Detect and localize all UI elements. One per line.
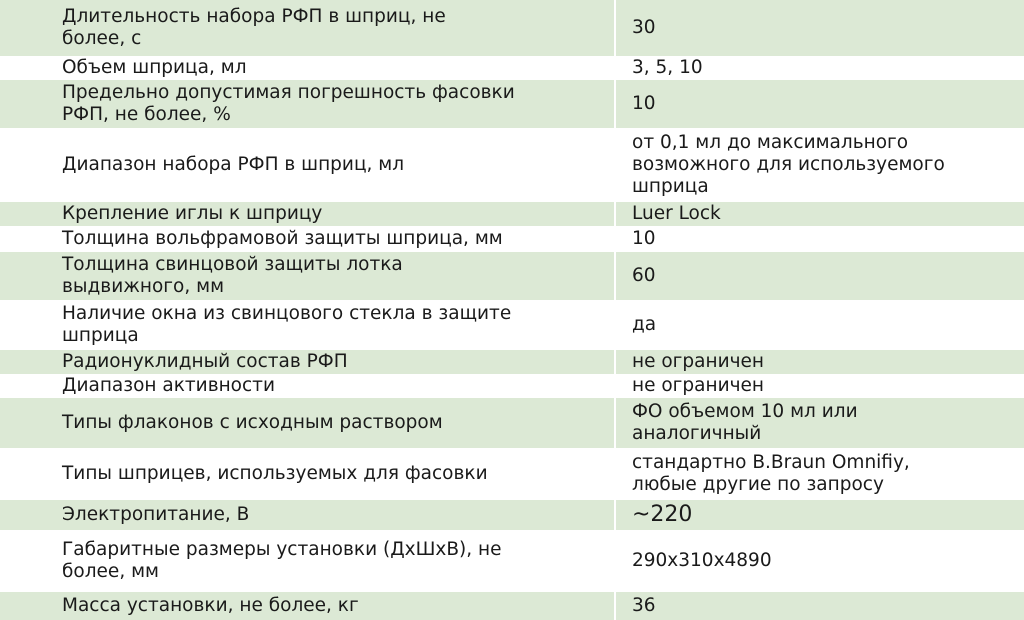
param-value: Luer Lock xyxy=(632,203,721,224)
param-label: Диапазон набора РФП в шприц, мл xyxy=(62,154,405,175)
table-row xyxy=(0,226,1024,252)
param-label: Габаритные размеры установки (ДхШхВ), не более, мм xyxy=(62,539,502,582)
param-value: 36 xyxy=(632,595,656,616)
table-row xyxy=(0,350,1024,374)
table-row xyxy=(0,252,1024,300)
param-value: 290х310х4890 xyxy=(632,550,772,571)
param-label: Электропитание, В xyxy=(62,504,250,525)
param-value: 10 xyxy=(632,228,656,249)
param-value: от 0,1 мл до максимального возможного для используемого шприца xyxy=(632,132,945,197)
param-value: 3, 5, 10 xyxy=(632,57,703,78)
table-row xyxy=(0,202,1024,226)
param-value: да xyxy=(632,314,657,335)
param-label: Объем шприца, мл xyxy=(62,57,247,78)
table-row xyxy=(0,398,1024,448)
table-row xyxy=(0,80,1024,128)
param-value: 30 xyxy=(632,17,656,38)
param-value: не ограничен xyxy=(632,375,765,396)
table-row xyxy=(0,128,1024,202)
param-label: Масса установки, не более, кг xyxy=(62,595,359,616)
param-label: Типы флаконов с исходным раствором xyxy=(62,412,443,433)
param-label: Предельно допустимая погрешность фасовки РФП, не более, % xyxy=(62,82,515,125)
param-value: 60 xyxy=(632,265,656,286)
param-value: стандартно B.Braun Omnifiy, любые другие по запросу xyxy=(632,452,910,495)
param-value: 10 xyxy=(632,93,656,114)
param-label: Крепление иглы к шприцу xyxy=(62,203,323,224)
table-row xyxy=(0,592,1024,620)
table-row xyxy=(0,56,1024,80)
table-row xyxy=(0,500,1024,530)
table-row xyxy=(0,448,1024,500)
param-label: Типы шприцев, используемых для фасовки xyxy=(62,463,488,484)
table-row xyxy=(0,300,1024,350)
param-value: ФО объемом 10 мл или аналогичный xyxy=(632,401,858,444)
table-row xyxy=(0,374,1024,398)
table-row xyxy=(0,530,1024,592)
param-value: не ограничен xyxy=(632,351,765,372)
param-value: ~220 xyxy=(632,502,693,527)
param-label: Наличие окна из свинцового стекла в защите шприца xyxy=(62,303,512,346)
param-label: Толщина вольфрамовой защиты шприца, мм xyxy=(62,228,503,249)
param-label: Длительность набора РФП в шприц, не более, с xyxy=(62,6,446,49)
param-label: Диапазон активности xyxy=(62,375,275,396)
param-label: Толщина свинцовой защиты лотка выдвижного, мм xyxy=(62,254,403,297)
table-row xyxy=(0,0,1024,56)
param-label: Радионуклидный состав РФП xyxy=(62,351,348,372)
